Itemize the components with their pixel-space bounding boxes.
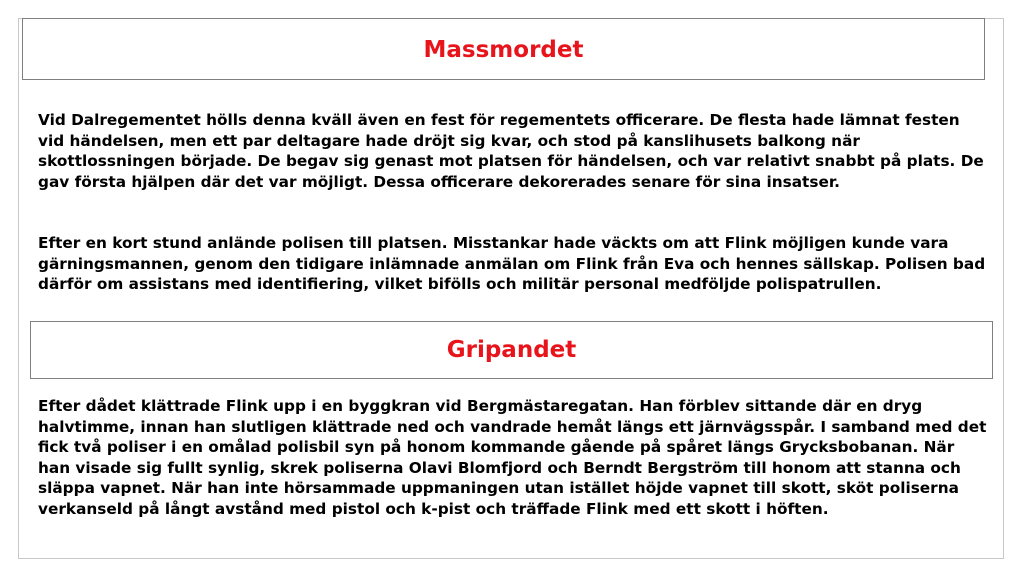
section-title-box-massmordet xyxy=(22,18,985,80)
paragraph-police-arrival: Efter en kort stund anlände polisen till platsen. Misstankar hade väckts om att Flink möjligen kunde vara gärningsmannen, genom den tidigare inlämnade anmälan om Flink från Eva och hennes sällskap. Polisen bad därför om assistans med identifiering, vilket bifölls och militär personal medföljde polispatrullen. xyxy=(38,234,986,293)
section-title-gripandet: Gripandet xyxy=(446,337,577,363)
section-title-massmordet: Massmordet xyxy=(423,37,584,63)
paragraph-officers: Vid Dalregementet hölls denna kväll även en fest för regementets officerare. De flesta hade lämnat festen vid händelsen, men ett par deltagare hade dröjt sig kvar, och stod på kanslihusets balkong när skottlossningen började. De begav sig genast mot platsen för händelsen, och var relativt snabbt på plats. De gav första hjälpen där det var möjligt. Dessa officerare dekorerades senare för sina insatser. xyxy=(38,111,984,191)
section-title-box-gripandet xyxy=(30,321,993,379)
paragraph-arrest: Efter dådet klättrade Flink upp i en byggkran vid Bergmästaregatan. Han förblev sittande där en dryg halvtimme, innan han slutligen klättrade ned och vandrade hemåt längs ett järnvägsspår. I samband med det fick två poliser i en omålad polisbil syn på honom kommande gående på spåret längs Grycksbobanan. När han visade sig fullt synlig, skrek poliserna Olavi Blomfjord och Berndt Bergström till honom att stanna och släppa vapnet. När han inte hörsammade uppmaningen utan istället höjde vapnet till skott, sköt poliserna verkanseld på långt avstånd med pistol och k-pist och träffade Flink med ett skott i höften. xyxy=(38,397,987,518)
